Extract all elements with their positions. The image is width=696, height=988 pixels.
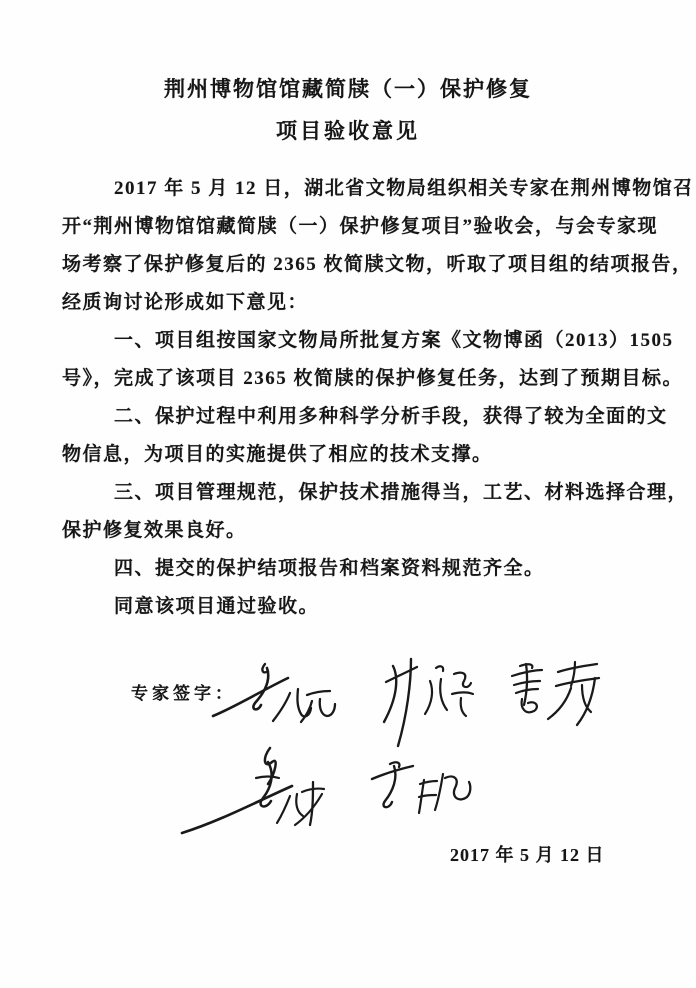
- body-line: 一、项目组按国家文物局所批复方案《文物博函（2013）1505: [114, 330, 674, 351]
- expert-signature-label: 专家签字：: [131, 684, 236, 703]
- title-line-1: 荆州博物馆馆藏简牍（一）保护修复: [164, 77, 532, 101]
- body-line: 开“荆州博物馆馆藏简牍（一）保护修复项目”验收会，与会专家现: [62, 216, 659, 237]
- title-line-2: 项目验收意见: [276, 119, 420, 143]
- document-title: [0, 76, 696, 144]
- handwritten-signature-5: [362, 756, 477, 841]
- body-line: 二、保护过程中利用多种科学分析手段，获得了较为全面的文: [114, 406, 668, 427]
- body-line: 经质询讨论形成如下意见：: [62, 292, 309, 313]
- body-line: 物信息，为项目的实施提供了相应的技术支撑。: [62, 444, 493, 465]
- document-body: [62, 170, 694, 626]
- body-line: 三、项目管理规范，保护技术措施得当，工艺、材料选择合理，: [114, 482, 689, 503]
- document-date: 2017 年 5 月 12 日: [450, 845, 605, 865]
- body-line: 保护修复效果良好。: [62, 520, 247, 541]
- body-line: 同意该项目通过验收。: [114, 596, 320, 617]
- body-line: 四、提交的保护结项报告和档案资料规范齐全。: [114, 558, 545, 579]
- body-line: 2017 年 5 月 12 日，湖北省文物局组织相关专家在荆州博物馆召: [114, 178, 694, 199]
- handwritten-signature-1: [210, 658, 338, 751]
- handwritten-signature-2: [380, 653, 480, 758]
- body-line: 号》，完成了该项目 2365 枚简牍的保护修复任务，达到了预期目标。: [62, 368, 684, 389]
- body-line: 场考察了保护修复后的 2365 枚简牍文物，听取了项目组的结项报告，: [62, 254, 693, 275]
- handwritten-signature-3: [500, 658, 606, 735]
- handwritten-signature-4: [178, 744, 328, 844]
